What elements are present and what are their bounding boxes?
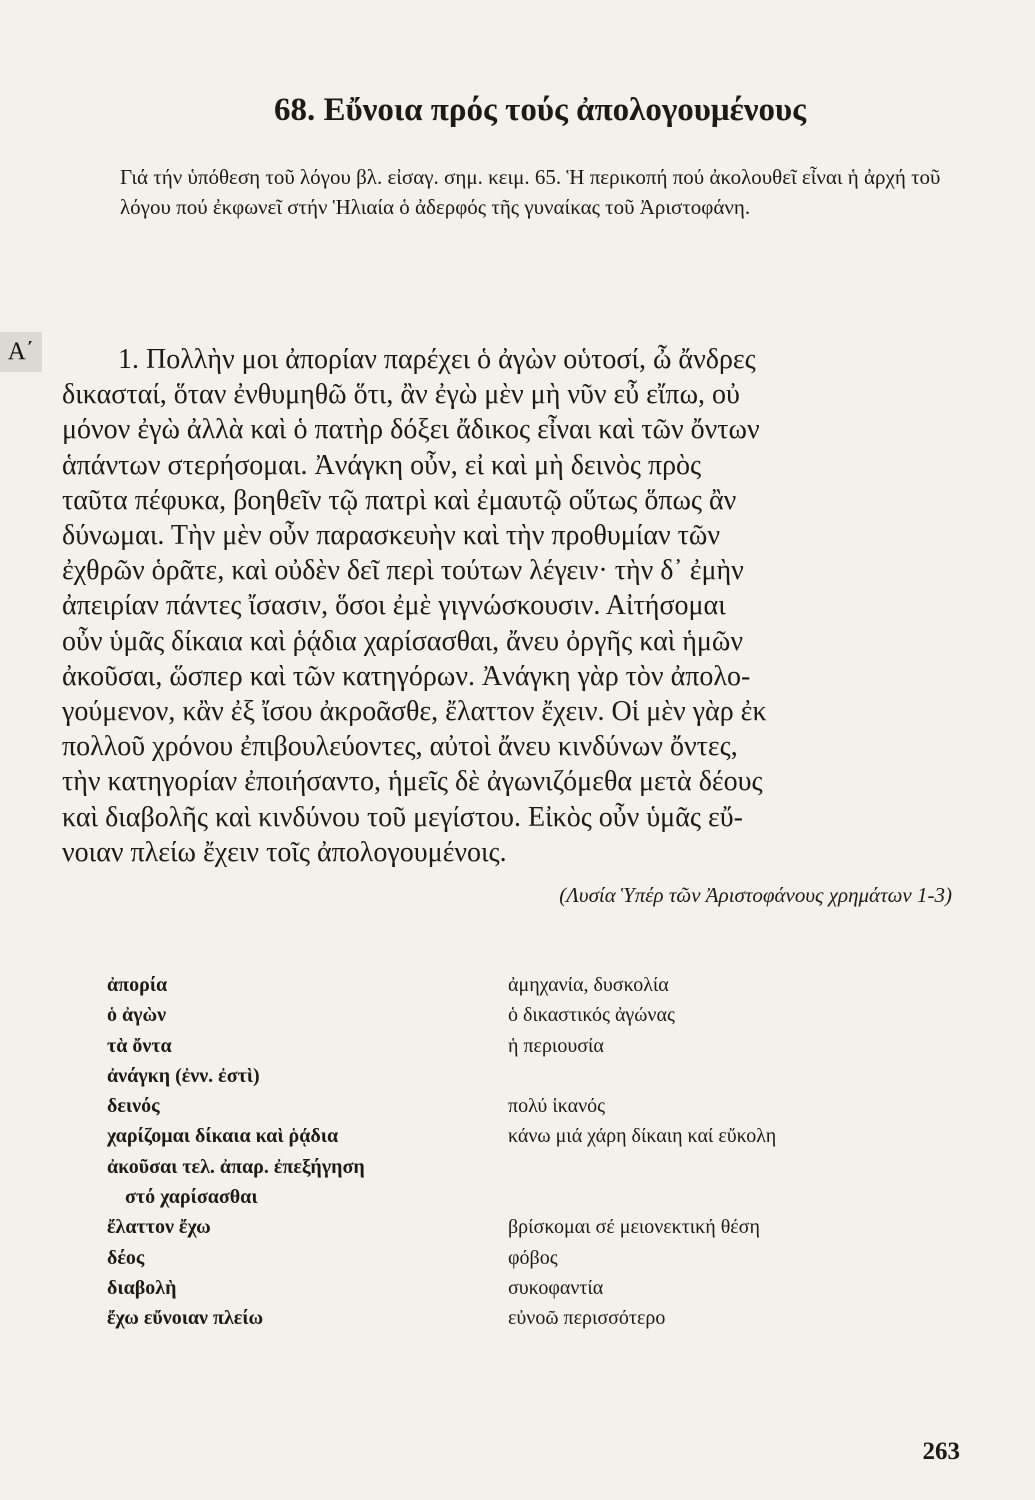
passage-line: ἀπειρίαν πάντες ἴσασιν, ὅσοι ἐμὲ γιγνώσκουσιν. Αἰτήσομαι (62, 590, 726, 622)
glossary-term: στό χαρίσασθαι (125, 1186, 258, 1209)
glossary-definitions (508, 970, 968, 1334)
section-marker: Α΄ (0, 332, 42, 372)
glossary-term: χαρίζομαι δίκαια καὶ ῥᾴδια (107, 1125, 339, 1148)
passage-line: 1. Πολλὴν μοι ἀπορίαν παρέχει ὁ ἀγὼν οὑτοσί, ὦ ἄνδρες (118, 344, 756, 375)
passage-line: οὖν ὑμᾶς δίκαια καὶ ῥᾴδια χαρίσασθαι, ἄνευ ὀργῆς καὶ ἡμῶν (62, 625, 744, 657)
glossary-term: ἀπορία (107, 974, 168, 996)
glossary-definition (508, 1152, 968, 1182)
glossary-term: ἔλαττον ἔχω (107, 1216, 211, 1239)
passage-line: δύνωμαι. Τὴν μὲν οὖν παρασκευὴν καὶ τὴν προθυμίαν τῶν (62, 520, 721, 552)
glossary-term: ἀκοῦσαι τελ. ἀπαρ. ἐπεξήγηση (107, 1155, 365, 1178)
glossary-term: ἔχω εὔνοιαν πλείω (107, 1307, 264, 1330)
passage-line: πολλοῦ χρόνου ἐπιβουλεύοντες, αὐτοὶ ἄνευ κινδύνων ὄντες, (62, 731, 738, 763)
glossary-definition: συκοφαντία (508, 1276, 604, 1299)
glossary-term: τὰ ὄντα (107, 1034, 172, 1057)
glossary-term: διαβολὴ (107, 1276, 177, 1299)
glossary-definition: κάνω μιά χάρη δίκαιη καί εὔκολη (508, 1125, 777, 1148)
passage-line: ἐχθρῶν ὁρᾶτε, καὶ οὐδὲν δεῖ περὶ τούτων λέγειν· τὴν δ᾽ ἐμὴν (62, 555, 744, 587)
passage-line: μόνον ἐγὼ ἀλλὰ καὶ ὁ πατὴρ δόξει ἄδικος εἶναι καὶ τῶν ὄντων (62, 414, 760, 446)
passage-line: καὶ διαβολῆς καὶ κινδύνου τοῦ μεγίστου. Εἰκὸς οὖν ὑμᾶς εὔ- (62, 801, 743, 833)
page-number: 263 (922, 1438, 960, 1465)
glossary-definition: φόβος (508, 1246, 558, 1269)
passage-line: ταῦτα πέφυκα, βοηθεῖν τῷ πατρὶ καὶ ἐμαυτῷ οὕτως ὅπως ἂν (62, 484, 737, 516)
source-citation: (Λυσία Ὑπέρ τῶν Ἀριστοφάνους χρημάτων 1-3) (559, 883, 952, 907)
greek-passage (62, 342, 957, 870)
glossary-term: ὁ ἀγὼν (107, 1004, 167, 1027)
passage-line: ἀκοῦσαι, ὥσπερ καὶ τῶν κατηγόρων. Ἀνάγκη γὰρ τὸν ἀπολο- (62, 660, 751, 692)
glossary-definition: βρίσκομαι σέ μειονεκτική θέση (508, 1216, 760, 1239)
glossary-definition: ὁ δικαστικός ἀγώνας (508, 1004, 675, 1027)
chapter-title: 68. Εὔνοια πρός τούς ἀπολογουμένους (273, 92, 807, 128)
glossary-definition (508, 1061, 968, 1091)
passage-line: νοιαν πλείω ἔχειν τοῖς ἀπολογουμένοις. (62, 836, 507, 868)
intro-note: Γιά τήν ὑπόθεση τοῦ λόγου βλ. εἰσαγ. σημ. κειμ. 65. Ἡ περικοπή πού ἀκολουθεῖ εἶναι ἡ ἀρχή τοῦ λόγου πού ἐκφωνεῖ στήν Ἡλιαία ὁ ἀδερφός τῆς γυναίκας τοῦ Ἀριστοφάνη. (120, 165, 941, 219)
glossary-term: δέος (107, 1246, 145, 1269)
glossary-definition: εὐνοῶ περισσότερο (508, 1307, 666, 1330)
glossary-term: δεινός (107, 1095, 160, 1118)
passage-line: τὴν κατηγορίαν ἐποιήσαντο, ἡμεῖς δὲ ἀγωνιζόμεθα μετὰ δέους (62, 766, 763, 798)
glossary-definition (508, 1182, 968, 1212)
glossary-term: ἀνάγκη (ἐνν. ἐστὶ) (107, 1064, 260, 1087)
glossary-definition: ἀμηχανία, δυσκολία (508, 974, 669, 996)
glossary-definition: πολύ ἱκανός (508, 1095, 606, 1118)
passage-line: γούμενον, κἂν ἐξ ἴσου ἀκροᾶσθε, ἔλαττον ἔχειν. Οἱ μὲν γὰρ ἐκ (62, 696, 767, 728)
passage-line: ἁπάντων στερήσομαι. Ἀνάγκη οὖν, εἰ καὶ μὴ δεινὸς πρὸς (62, 449, 702, 481)
glossary-definition: ἡ περιουσία (508, 1034, 604, 1057)
glossary-terms (107, 970, 507, 1334)
passage-line: δικασταί, ὅταν ἐνθυμηθῶ ὅτι, ἂν ἐγὼ μὲν μὴ νῦν εὖ εἴπω, οὐ (62, 379, 740, 411)
